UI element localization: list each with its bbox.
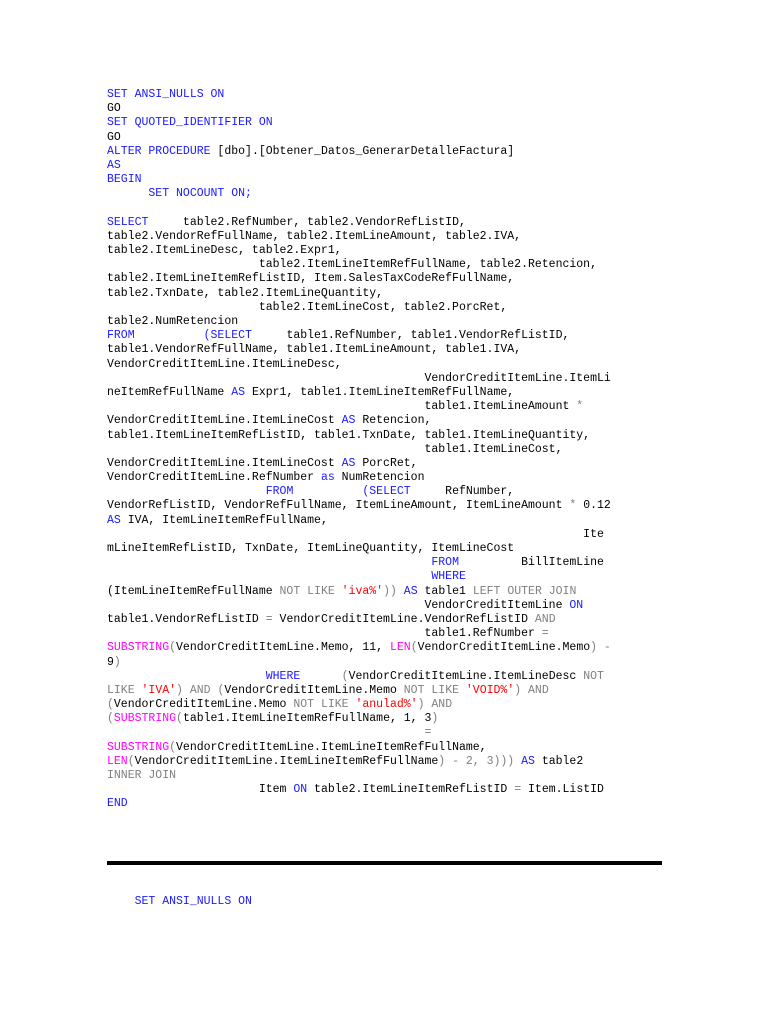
code-token: VendorCreditItemLine.Memo xyxy=(113,698,294,712)
code-token: VendorCreditItemLine xyxy=(107,598,570,612)
code-line xyxy=(107,88,667,102)
code-line xyxy=(107,230,667,244)
code-line xyxy=(107,187,667,201)
code-token: as xyxy=(320,471,335,485)
code-token: NOT LIKE xyxy=(403,683,459,697)
code-token: VendorCreditItemLine.Memo, 11, xyxy=(176,641,390,655)
code-line xyxy=(107,131,667,145)
code-line xyxy=(107,202,667,216)
code-token: table2.ItemLineItemRefFullName, table2.Retencion, xyxy=(107,258,597,272)
code-token xyxy=(107,726,424,739)
sql-code-continuation xyxy=(107,881,252,924)
code-token: 0.12 xyxy=(576,499,611,513)
code-token: RefNumber, xyxy=(410,485,515,499)
code-token: GO xyxy=(107,130,121,144)
code-token xyxy=(459,684,466,697)
code-token: AND xyxy=(534,612,556,626)
code-token: LEN xyxy=(389,641,411,655)
code-token: table2 xyxy=(534,754,584,768)
code-token: table1.ItemLineCost, xyxy=(107,442,563,456)
code-token: table2.ItemLineItemRefListID xyxy=(307,783,515,797)
code-line xyxy=(107,712,667,726)
code-token: ) AND xyxy=(514,683,549,697)
code-token: AS xyxy=(521,754,535,768)
code-token: NOT xyxy=(583,669,604,683)
code-token: SET ANSI_NULLS ON xyxy=(107,88,225,101)
code-token: BillItemLine xyxy=(458,556,604,570)
code-token: table2.VendorRefFullName, table2.ItemLineAmount, table2.IVA, xyxy=(107,229,522,243)
code-token: ) xyxy=(431,712,439,726)
code-line xyxy=(107,528,667,542)
code-token: ( xyxy=(169,641,177,655)
code-line xyxy=(107,272,667,286)
code-token: table1.VendorRefListID xyxy=(107,612,266,626)
code-line xyxy=(107,656,667,670)
code-token: VendorCreditItemLine.ItemLineCost xyxy=(107,414,342,428)
code-token: * xyxy=(569,499,577,513)
code-token: Item xyxy=(107,783,294,797)
code-token: VendorCreditItemLine.ItemLineDesc xyxy=(348,669,584,683)
code-token: NumRetencion xyxy=(334,471,425,485)
code-line xyxy=(107,116,667,130)
code-token: ( xyxy=(341,669,349,683)
code-token: AS xyxy=(231,385,246,399)
code-line xyxy=(107,641,667,655)
code-token: VendorCreditItemLine.Memo xyxy=(417,641,591,655)
code-token: 'IVA' xyxy=(141,683,177,697)
code-line xyxy=(107,741,667,755)
code-token: VendorCreditItemLine.ItemLineCost xyxy=(107,456,342,470)
code-token: NOT LIKE xyxy=(293,698,349,712)
code-token: 'iva%' xyxy=(341,584,384,598)
code-line xyxy=(107,315,667,329)
code-line xyxy=(107,684,667,698)
code-token: = xyxy=(424,726,432,740)
code-token: table2.ItemLineDesc, table2.Expr1, xyxy=(107,244,342,258)
code-line xyxy=(107,216,667,230)
code-token: VendorRefListID, VendorRefFullName, ItemLineAmount, ItemLineAmount xyxy=(107,499,570,513)
code-token: GO xyxy=(107,102,121,116)
code-line xyxy=(107,400,667,414)
code-token: Retencion, xyxy=(355,414,432,428)
code-token: ) xyxy=(113,655,121,669)
code-line xyxy=(107,244,667,258)
code-token: Ite xyxy=(107,527,604,541)
code-token: table2.TxnDate, table2.ItemLineQuantity, xyxy=(107,286,384,300)
code-line xyxy=(107,783,667,797)
code-token: FROM xyxy=(265,485,294,499)
code-token xyxy=(107,485,266,498)
code-token: ( xyxy=(127,754,135,768)
code-token: )) xyxy=(383,584,397,598)
code-token: ) AND ( xyxy=(176,683,225,697)
code-line xyxy=(107,585,667,599)
code-line xyxy=(107,755,667,769)
code-token: (SELECT xyxy=(362,485,411,499)
code-token: ( xyxy=(176,712,183,726)
code-line xyxy=(107,102,667,116)
code-token: table2.ItemLineCost, table2.PorcRet, xyxy=(107,300,508,314)
code-token: (SELECT xyxy=(203,329,252,343)
code-token: ) AND xyxy=(417,698,453,712)
sql-code-block xyxy=(107,88,667,812)
code-line xyxy=(107,542,667,556)
code-token: Item.ListID xyxy=(521,783,604,797)
code-line xyxy=(107,556,667,570)
code-line xyxy=(107,258,667,272)
code-token: SUBSTRING xyxy=(107,740,170,754)
code-token: ALTER PROCEDURE xyxy=(107,144,211,158)
code-token: BEGIN xyxy=(107,173,142,187)
code-token: table2.ItemLineItemRefListID, Item.SalesTaxCodeRefFullName, xyxy=(107,272,515,286)
code-token: = xyxy=(265,612,273,626)
code-token: ON xyxy=(569,598,584,612)
code-token: LEFT OUTER JOIN xyxy=(472,584,577,598)
code-token: ( xyxy=(169,740,177,754)
code-token: VendorCreditItemLine.ItemLineItemRefFullName, xyxy=(176,740,487,754)
code-token: = xyxy=(541,627,549,641)
code-line xyxy=(107,301,667,315)
code-token: VendorCreditItemLine.ItemLi xyxy=(107,371,611,385)
code-token: SET ANSI_NULLS ON xyxy=(134,895,252,909)
code-token: table1.ItemLineItemRefListID, table1.TxnDate, table1.ItemLineQuantity, xyxy=(107,428,591,442)
code-token: WHERE xyxy=(265,669,301,683)
code-token: VendorCreditItemLine.ItemLineDesc, xyxy=(107,357,342,371)
code-line xyxy=(107,287,667,301)
code-token xyxy=(107,670,266,683)
code-token xyxy=(135,329,204,342)
code-token: IVA, ItemLineItemRefFullName, xyxy=(120,513,328,527)
code-line xyxy=(107,414,667,428)
code-token: VendorCreditItemLine.ItemLineItemRefFullName xyxy=(134,754,439,768)
code-line xyxy=(107,471,667,485)
page-divider xyxy=(107,861,662,865)
code-line xyxy=(107,613,667,627)
code-token: LEN xyxy=(107,754,128,768)
code-line xyxy=(107,372,667,386)
code-token: table1.RefNumber, table1.VendorRefListID, xyxy=(251,329,570,343)
code-line xyxy=(107,726,667,740)
code-token: SUBSTRING xyxy=(113,712,177,726)
code-token: FROM xyxy=(431,556,459,570)
code-token xyxy=(293,485,362,498)
code-line xyxy=(107,457,667,471)
code-line xyxy=(107,343,667,357)
code-line xyxy=(107,627,667,641)
code-token: (ItemLineItemRefFullName xyxy=(107,584,280,598)
code-token: table2.RefNumber, table2.VendorRefListID, xyxy=(148,215,466,229)
code-line xyxy=(107,769,667,783)
code-line xyxy=(107,145,667,159)
code-token: AS xyxy=(107,513,121,527)
code-line xyxy=(107,698,667,712)
code-token: VendorCreditItemLine.Memo xyxy=(224,683,404,697)
code-line xyxy=(107,173,667,187)
code-token: INNER JOIN xyxy=(107,769,177,782)
code-token: 'anulad%' xyxy=(355,698,418,712)
code-token: SET NOCOUNT ON; xyxy=(107,187,252,201)
code-token xyxy=(135,684,142,697)
code-line xyxy=(107,670,667,684)
code-token: PorcRet, xyxy=(355,456,418,470)
code-line xyxy=(107,599,667,613)
code-token: FROM xyxy=(107,329,135,343)
code-line xyxy=(107,499,667,513)
code-token: ( xyxy=(107,698,114,712)
code-token: SET QUOTED_IDENTIFIER ON xyxy=(107,116,273,130)
code-line xyxy=(107,570,667,584)
code-token: * xyxy=(576,400,584,414)
code-token: neItemRefFullName xyxy=(107,385,232,399)
code-token: table1.RefNumber xyxy=(107,627,542,641)
code-line xyxy=(107,514,667,528)
code-token: table1.ItemLineItemRefFullName, 1, 3 xyxy=(182,712,432,726)
code-token: NOT LIKE xyxy=(279,584,335,598)
code-token: table2.NumRetencion xyxy=(107,315,239,328)
code-token: 9 xyxy=(107,655,114,669)
code-token: AS xyxy=(341,414,356,428)
code-token: VendorCreditItemLine.RefNumber xyxy=(107,471,321,485)
code-token: ) - xyxy=(590,641,611,655)
code-token: table1 xyxy=(417,584,473,598)
code-token: SELECT xyxy=(107,215,149,229)
code-token: table1.ItemLineAmount xyxy=(107,400,577,414)
code-line xyxy=(107,358,667,372)
code-token: mLineItemRefListID, TxnDate, ItemLineQuantity, ItemLineCost xyxy=(107,542,515,555)
code-token: SUBSTRING xyxy=(107,641,170,655)
code-token: LIKE xyxy=(107,683,135,697)
code-token: ( xyxy=(107,712,114,726)
code-token: Expr1, table1.ItemLineItemRefFullName, xyxy=(245,385,515,399)
code-token: AS xyxy=(107,158,121,172)
code-token: VendorCreditItemLine.VendorRefListID xyxy=(272,612,535,626)
code-line xyxy=(107,159,667,173)
code-token: AS xyxy=(403,584,418,598)
code-token: 'VOID%' xyxy=(465,683,515,697)
code-token: ( xyxy=(410,641,418,655)
code-line xyxy=(107,797,667,811)
code-line xyxy=(107,429,667,443)
code-token: END xyxy=(107,797,128,811)
code-token: table1.VendorRefFullName, table1.ItemLineAmount, table1.IVA, xyxy=(107,343,522,357)
code-token xyxy=(107,556,431,569)
code-token: [dbo].[Obtener_Datos_GenerarDetalleFactura] xyxy=(210,144,515,158)
code-token: ON xyxy=(293,783,308,797)
code-token xyxy=(397,585,404,598)
code-line xyxy=(107,443,667,457)
code-token xyxy=(335,585,342,598)
code-line xyxy=(107,386,667,400)
code-token: ) - 2, 3))) xyxy=(438,754,515,768)
code-line xyxy=(107,485,667,499)
code-token: = xyxy=(514,783,522,797)
code-line xyxy=(107,329,667,343)
code-token: WHERE xyxy=(431,570,466,584)
code-token xyxy=(300,670,341,683)
code-token: AS xyxy=(341,456,356,470)
code-token xyxy=(107,570,431,583)
